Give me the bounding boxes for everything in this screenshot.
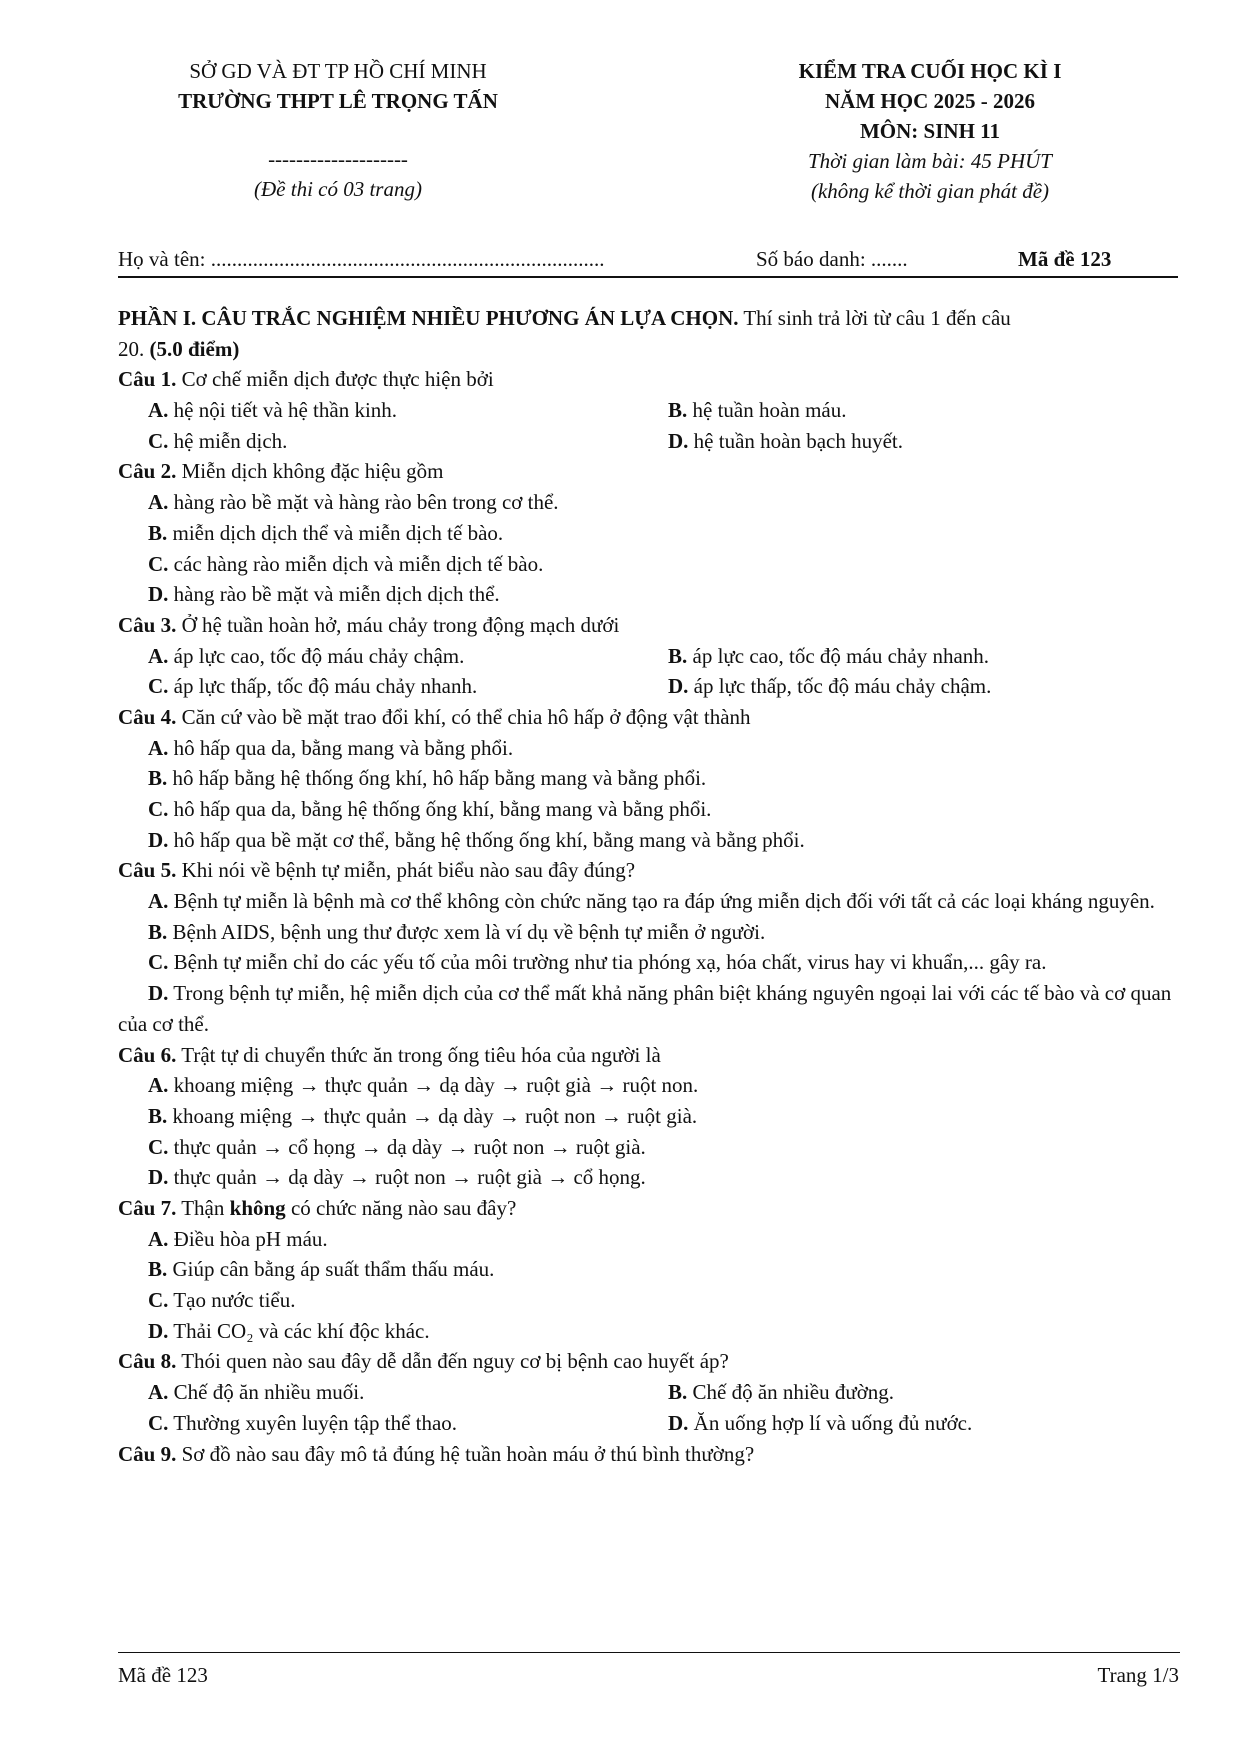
exam-content	[118, 303, 1180, 1469]
option-b[interactable]: B. miễn dịch dịch thể và miễn dịch tế bào.	[148, 520, 504, 545]
question-1-options-ab	[118, 395, 1180, 426]
option-d[interactable]: D. thực quản → dạ dày → ruột non → ruột già → cổ họng.	[148, 1165, 646, 1190]
page-count-note: (Đề thi có 03 trang)	[254, 177, 422, 201]
section-title-rest: Thí sinh trả lời từ câu 1 đến câu	[738, 306, 1011, 330]
question-6: Câu 6. Trật tự di chuyển thức ăn trong ống tiêu hóa của người là	[118, 1042, 661, 1067]
question-3-options-ab	[118, 641, 1180, 672]
section-title-line2: 20. (5.0 điểm)	[118, 336, 240, 361]
option-a[interactable]: A. áp lực cao, tốc độ máu chảy chậm.	[148, 643, 465, 668]
exam-title: KIỂM TRA CUỐI HỌC KÌ I	[798, 59, 1062, 83]
option-a[interactable]: A. Chế độ ăn nhiều muối.	[148, 1380, 365, 1405]
option-b[interactable]: B. Bệnh AIDS, bệnh ung thư được xem là ví dụ về bệnh tự miễn ở người.	[148, 919, 766, 944]
emphasis-not: không	[229, 1196, 286, 1221]
footer-divider	[118, 1652, 1180, 1653]
option-d[interactable]: D. hàng rào bề mặt và miễn dịch dịch thể.	[148, 582, 500, 607]
option-a[interactable]: A. Điều hòa pH máu.	[148, 1226, 328, 1251]
subject: MÔN: SINH 11	[859, 119, 1000, 143]
time-limit: Thời gian làm bài: 45 PHÚT	[808, 149, 1052, 173]
option-d[interactable]: D. áp lực thấp, tốc độ máu chảy chậm.	[668, 674, 992, 699]
department-name: SỞ GD VÀ ĐT TP HỒ CHÍ MINH	[189, 59, 487, 83]
option-a[interactable]: A. khoang miệng → thực quản → dạ dày → ruột già → ruột non.	[148, 1073, 699, 1098]
section-title	[118, 303, 1180, 334]
section-points: (5.0 điểm)	[149, 336, 240, 361]
header-divider: --------------------	[268, 147, 408, 171]
option-c[interactable]: C. các hàng rào miễn dịch và miễn dịch tế bào.	[148, 551, 544, 576]
option-d[interactable]: D. Ăn uống hợp lí và uống đủ nước.	[668, 1410, 973, 1435]
question-1: Câu 1. Cơ chế miễn dịch được thực hiện bởi	[118, 367, 494, 392]
option-c[interactable]: C. hệ miễn dịch.	[148, 428, 288, 453]
option-c[interactable]: C. thực quản → cổ họng → dạ dày → ruột non → ruột già.	[148, 1134, 646, 1159]
option-a[interactable]: A. hệ nội tiết và hệ thần kinh.	[148, 398, 398, 423]
option-b[interactable]: B. khoang miệng → thực quản → dạ dày → ruột non → ruột già.	[148, 1103, 698, 1128]
student-name-field[interactable]: Họ và tên: ...........................................................................	[118, 247, 605, 271]
school-header	[118, 56, 558, 204]
school-name: TRƯỜNG THPT LÊ TRỌNG TẤN	[178, 89, 498, 113]
question-3-options-cd	[118, 671, 1180, 702]
question-2: Câu 2. Miễn dịch không đặc hiệu gồm	[118, 459, 444, 484]
option-c[interactable]: C. hô hấp qua da, bằng hệ thống ống khí, bằng mang và bằng phổi.	[148, 797, 712, 821]
option-b[interactable]: B. hệ tuần hoàn máu.	[668, 398, 847, 423]
question-4: Câu 4. Căn cứ vào bề mặt trao đổi khí, có thể chia hô hấp ở động vật thành	[118, 704, 751, 729]
option-b[interactable]: B. Giúp cân bằng áp suất thẩm thấu máu.	[148, 1257, 495, 1282]
question-8: Câu 8. Thói quen nào sau đây dễ dẫn đến nguy cơ bị bệnh cao huyết áp?	[118, 1349, 729, 1374]
question-8-options-ab	[118, 1377, 1180, 1408]
exam-header	[700, 56, 1160, 206]
option-a[interactable]: A. Bệnh tự miễn là bệnh mà cơ thể không còn chức năng tạo ra đáp ứng miễn dịch đối với tất cả các loại kháng nguyên.	[148, 889, 1155, 914]
footer-exam-code: Mã đề 123	[118, 1663, 208, 1687]
option-c[interactable]: C. Tạo nước tiểu.	[148, 1288, 296, 1313]
option-b[interactable]: B. Chế độ ăn nhiều đường.	[668, 1380, 895, 1405]
student-number-field[interactable]: Số báo danh: .......	[756, 247, 908, 271]
option-b[interactable]: B. hô hấp bằng hệ thống ống khí, hô hấp bằng mang và bằng phổi.	[148, 766, 707, 791]
question-1-options-cd	[118, 426, 1180, 457]
section-title-bold: PHẦN I. CÂU TRẮC NGHIỆM NHIỀU PHƯƠNG ÁN LỰA CHỌN.	[118, 306, 739, 330]
option-d[interactable]: D. Trong bệnh tự miễn, hệ miễn dịch của cơ thể mất khả năng phân biệt kháng nguyên ngoại lai với các tế bào và cơ quan của cơ thể.	[118, 981, 1172, 1036]
question-7: Câu 7. Thận không có chức năng nào sau đây?	[118, 1196, 517, 1221]
option-d[interactable]: D. Thải CO₂ và các khí độc khác.	[148, 1318, 430, 1343]
option-c[interactable]: C. Thường xuyên luyện tập thể thao.	[148, 1410, 458, 1435]
question-5: Câu 5. Khi nói về bệnh tự miễn, phát biểu nào sau đây đúng?	[118, 858, 636, 883]
option-a[interactable]: A. hô hấp qua da, bằng mang và bằng phổi.	[148, 735, 514, 760]
student-info-line	[118, 244, 1178, 278]
time-note: (không kể thời gian phát đề)	[810, 179, 1050, 203]
option-d[interactable]: D. hô hấp qua bề mặt cơ thể, bằng hệ thống ống khí, bằng mang và bằng phổi.	[148, 827, 805, 852]
question-3: Câu 3. Ở hệ tuần hoàn hở, máu chảy trong động mạch dưới	[118, 612, 620, 637]
option-c[interactable]: C. Bệnh tự miễn chỉ do các yếu tố của môi trường như tia phóng xạ, hóa chất, virus hay vi khuẩn,... gây ra.	[148, 950, 1047, 975]
option-c[interactable]: C. áp lực thấp, tốc độ máu chảy nhanh.	[148, 674, 478, 699]
exam-code: Mã đề 123	[1018, 247, 1112, 271]
school-year: NĂM HỌC 2025 - 2026	[825, 89, 1035, 113]
option-d[interactable]: D. hệ tuần hoàn bạch huyết.	[668, 428, 904, 453]
option-a[interactable]: A. hàng rào bề mặt và hàng rào bên trong cơ thể.	[148, 490, 559, 515]
question-9: Câu 9. Sơ đồ nào sau đây mô tả đúng hệ tuần hoàn máu ở thú bình thường?	[118, 1441, 755, 1466]
question-8-options-cd	[118, 1408, 1180, 1439]
footer-page-number: Trang 1/3	[1097, 1663, 1179, 1687]
option-b[interactable]: B. áp lực cao, tốc độ máu chảy nhanh.	[668, 643, 990, 668]
